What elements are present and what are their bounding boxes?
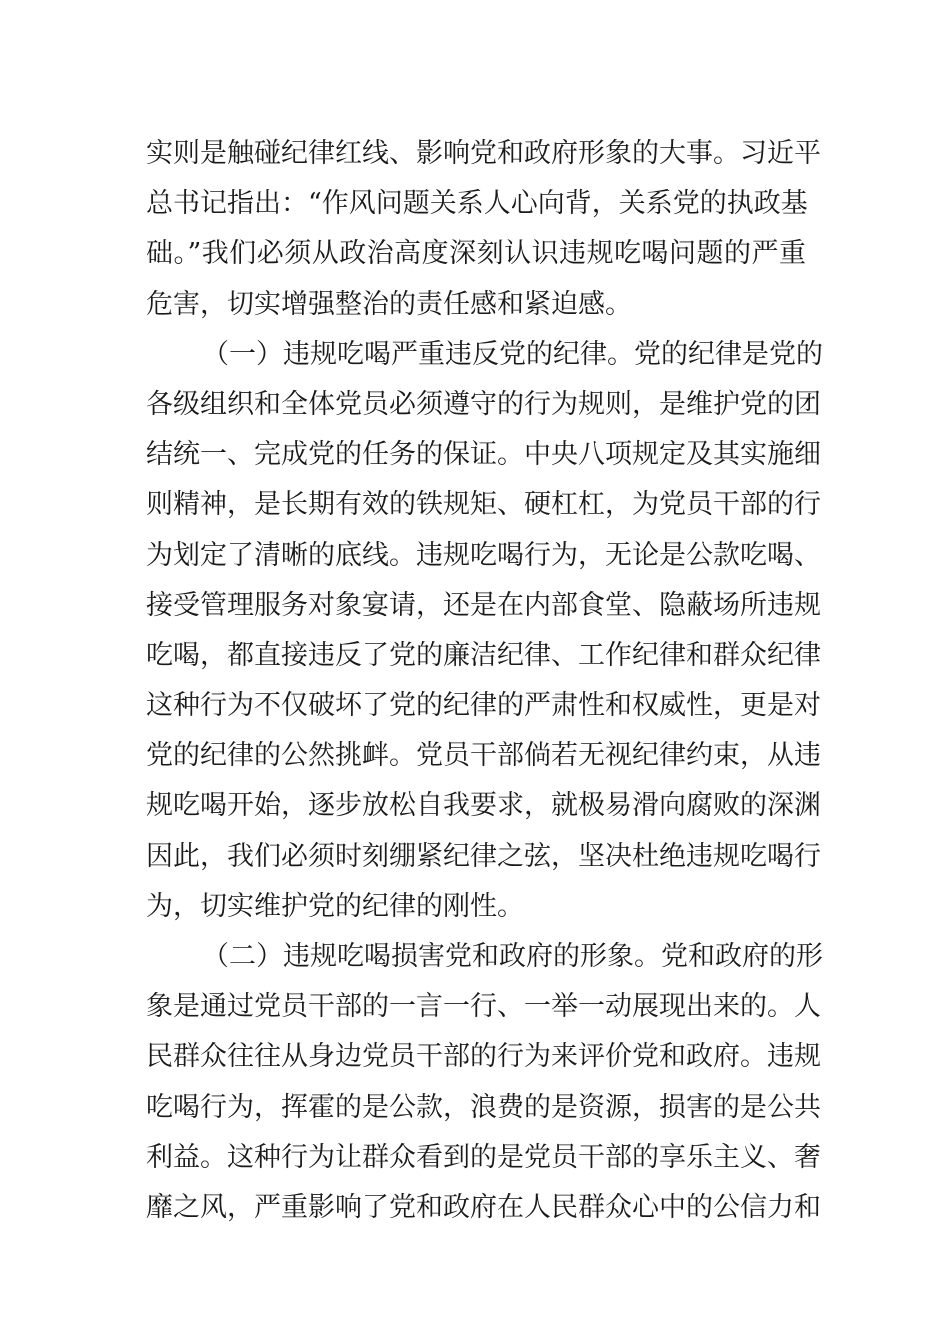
text-line: 规吃喝开始，逐步放松自我要求，就极易滑向腐败的深渊 xyxy=(146,790,821,822)
text-line: 这种行为不仅破坏了党的纪律的严肃性和权威性，更是对 xyxy=(146,690,821,722)
text-line: 利益。这种行为让群众看到的是党员干部的享乐主义、奢 xyxy=(146,1141,821,1173)
section-heading-line: （一）违规吃喝严重违反党的纪律。党的纪律是党的 xyxy=(202,338,823,370)
text-line: 吃喝，都直接违反了党的廉洁纪律、工作纪律和群众纪律 xyxy=(146,639,821,671)
paragraph-section-two xyxy=(146,932,823,1233)
text-line: 接受管理服务对象宴请，还是在内部食堂、隐蔽场所违规 xyxy=(146,589,821,621)
text-line: 民群众往往从身边党员干部的行为来评价党和政府。违规 xyxy=(146,1041,821,1073)
text-line: 则精神，是长期有效的铁规矩、硬杠杠，为党员干部的行 xyxy=(146,489,821,521)
paragraph-section-one xyxy=(146,330,823,932)
text-line: 靡之风，严重影响了党和政府在人民群众心中的公信力和 xyxy=(146,1191,821,1223)
text-line: 总书记指出：“作风问题关系人心向背，关系党的执政基 xyxy=(146,188,808,220)
text-line: 为，切实维护党的纪律的刚性。 xyxy=(146,890,524,922)
text-line: 为划定了清晰的底线。违规吃喝行为，无论是公款吃喝、 xyxy=(146,539,821,571)
text-line: 象是通过党员干部的一言一行、一举一动展现出来的。人 xyxy=(146,991,821,1023)
text-line: 结统一、完成党的任务的保证。中央八项规定及其实施细 xyxy=(146,439,821,471)
text-line: 危害，切实增强整治的责任感和紧迫感。 xyxy=(146,288,632,320)
section-heading-line: （二）违规吃喝损害党和政府的形象。党和政府的形 xyxy=(202,941,823,972)
text-line: 吃喝行为，挥霍的是公款，浪费的是资源，损害的是公共 xyxy=(146,1091,821,1123)
text-line: 实则是触碰纪律红线、影响党和政府形象的大事。习近平 xyxy=(146,138,821,169)
paragraph-intro xyxy=(146,129,821,330)
text-line: 因此，我们必须时刻绷紧纪律之弦，坚决杜绝违规吃喝行 xyxy=(146,840,821,872)
text-line: 各级组织和全体党员必须遵守的行为规则，是维护党的团 xyxy=(146,388,821,420)
text-line: 党的纪律的公然挑衅。党员干部倘若无视纪律约束，从违 xyxy=(146,740,821,772)
document-body xyxy=(146,129,823,1233)
text-line: 础。”我们必须从政治高度深刻认识违规吃喝问题的严重 xyxy=(146,238,806,270)
